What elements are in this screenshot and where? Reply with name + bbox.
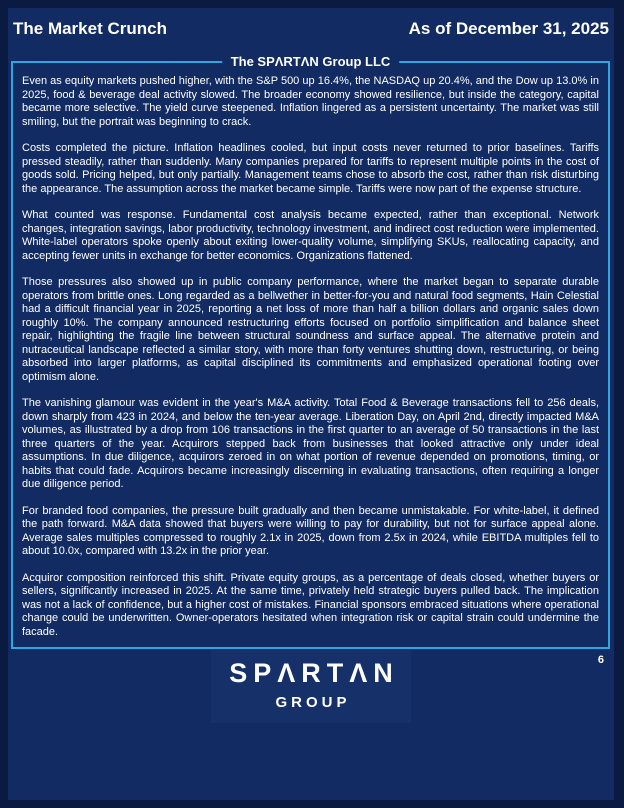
- logo-subtitle: GROUP: [275, 694, 351, 711]
- paragraph-acquiror-composition: Acquiror composition reinforced this shift. Private equity groups, as a percentage of deals closed, whether buyers or sellers, significantly increased in 2025. At the same time, privately held strategic buyers pulled back. The implication was not a lack of confidence, but a higher cost of mistakes. Financial sponsors embraced situations where operational change could be underwritten. Owner-operators hesitated when integration risk or capital strain could undermine the facade.: [22, 571, 599, 638]
- paragraph-ma-activity: The vanishing glamour was evident in the year's M&A activity. Total Food & Beverage transactions fell to 256 deals, down sharply from 423 in 2024, and below the ten-year average. Liberation Day, on April 2nd, directly impacted M&A volumes, as illustrated by a drop from 106 transactions in the first quarter to an average of 50 transactions in the last three quarters of the year. Acquirors stepped back from businesses that looked attractive only under ideal assumptions. In due diligence, acquirors zeroed in on what portion of revenue depended on promotions, timing, or habits that could fade. Acquirors became increasingly discerning in evaluating transactions, often requiring a longer due diligence period.: [22, 397, 599, 490]
- page-number: 6: [597, 654, 604, 666]
- paragraph-multiples: For branded food companies, the pressure built gradually and then became unmistakable. For white-label, it defined the path forward. M&A data showed that buyers were willing to pay for durability, but not for surface appeal alone. Average sales multiples compressed to roughly 2.1x in 2025, down from 2.5x in 2024, while EBITDA multiples fell to about 10.0x, compared with 13.2x in the prior year.: [22, 504, 599, 557]
- paragraph-market-overview: Even as equity markets pushed higher, with the S&P 500 up 16.4%, the NASDAQ up 20.4%, and the Dow up 13.0% in 2025, food & beverage deal activity slowed. The broader economy showed resilience, but inside the category, capital became more selective. The yield curve steepened. Inflation lingered as a persistent uncertainty. The market was still smiling, but the portrait was beginning to crack.: [22, 75, 599, 128]
- paragraph-costs-tariffs: Costs completed the picture. Inflation headlines cooled, but input costs never returned to prior baselines. Tariffs pressed steadily, rather than suddenly. Many companies prepared for tariffs to represent multiple points in the cost of goods sold. Pricing helped, but only partially. Management teams chose to absorb the cost, rather than risk disturbing the appearance. The assumption across the market became simple. Tariffs were now part of the expense structure.: [22, 142, 599, 195]
- page-footer: [8, 649, 614, 800]
- spartan-group-logo: [211, 650, 411, 723]
- logo-wordmark: SPΛRTΛN: [229, 658, 399, 688]
- company-legend: The SPΛRTΛN Group LLC: [222, 53, 400, 70]
- newsletter-body-box: [11, 54, 610, 649]
- page-background: [8, 8, 614, 800]
- page-title: The Market Crunch: [13, 19, 167, 38]
- as-of-date: As of December 31, 2025: [408, 19, 609, 38]
- paragraph-cost-response: What counted was response. Fundamental cost analysis became expected, rather than exceptional. Network changes, integration savings, labor productivity, technology investment, and indirect cost reduction were implemented. White-label operators spoke openly about exiting lower-quality volume, simplifying SKUs, reallocating capacity, and accepting fewer units in exchange for better economics. Organizations flattened.: [22, 209, 599, 262]
- page-header: [8, 8, 614, 39]
- paragraph-public-company-performance: Those pressures also showed up in public company performance, where the market began to separate durable operators from brittle ones. Long regarded as a bellwether in better-for-you and natural food segments, Hain Celestial had a difficult financial year in 2025, reporting a net loss of more than half a billion dollars and organic sales down roughly 10%. The company announced restructuring efforts focused on portfolio simplification and balance sheet repair, highlighting the fragile line between structural soundness and surface appeal. The alternative protein and nutraceutical landscape reflected a similar story, with more than forty ventures shutting down, restructuring, or being absorbed into larger platforms, as capital disciplined its commitments and emphasized operational footing over optimism alone.: [22, 276, 599, 383]
